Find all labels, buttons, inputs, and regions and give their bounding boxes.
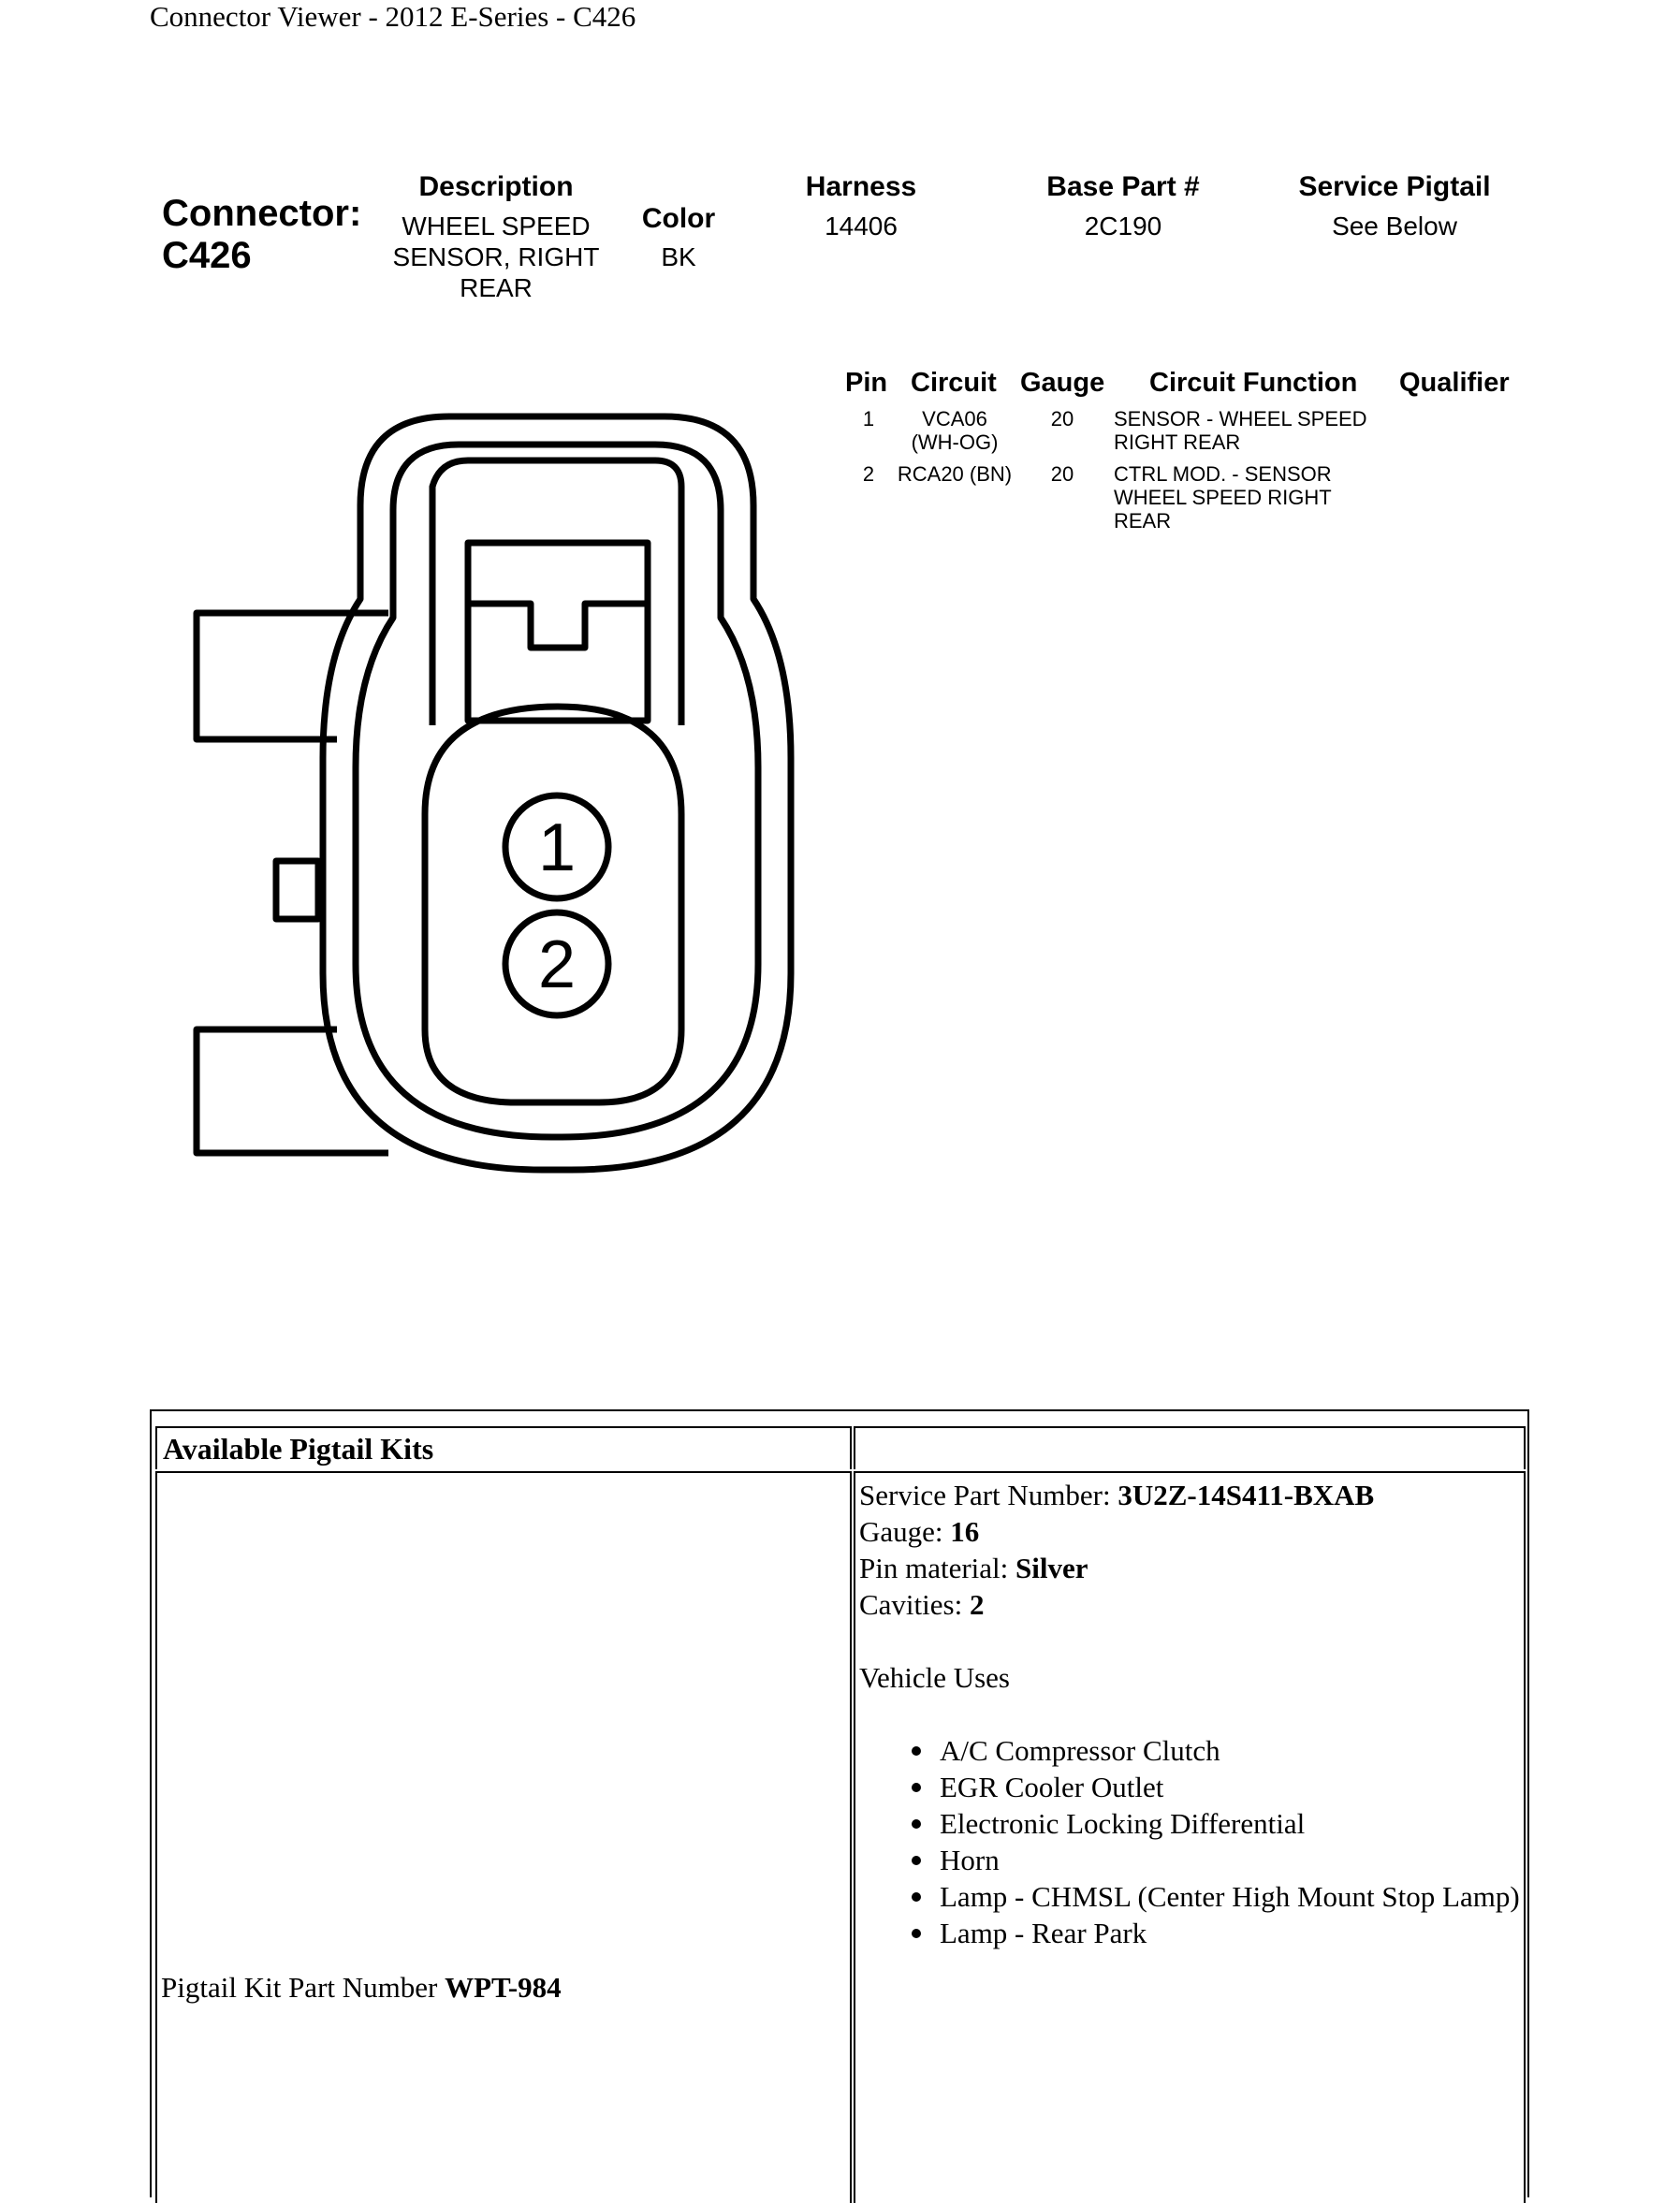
pin-2-gauge: 20 [1050, 462, 1074, 486]
pin-header: Pin [845, 368, 888, 398]
connector-latch-notch [468, 604, 648, 648]
pigtail-heading: Available Pigtail Kits [163, 1432, 434, 1466]
connector-pin-cavity [425, 707, 681, 1102]
list-item: Electronic Locking Differential [855, 1805, 1524, 1842]
pin-material: Pin material: Silver [859, 1552, 1088, 1584]
connector-lower-tab [197, 1029, 388, 1153]
pigtail-header-empty-cell [854, 1426, 1526, 1469]
pigtail-gauge: Gauge: 16 [859, 1515, 980, 1548]
service-part-number: Service Part Number: 3U2Z-14S411-BXAB [859, 1479, 1375, 1511]
list-item: Lamp - CHMSL (Center High Mount Stop Lamp) [855, 1878, 1524, 1915]
pin-1-label: 1 [537, 810, 577, 885]
connector-label-line1: Connector: [162, 193, 362, 234]
description-value: WHEEL SPEED SENSOR, RIGHT REAR [392, 212, 600, 302]
list-item: Lamp - Rear Park [855, 1915, 1524, 1951]
vehicle-uses-label: Vehicle Uses [859, 1661, 1010, 1694]
harness-value: 14406 [825, 212, 898, 241]
service-pigtail-value: See Below [1332, 212, 1457, 241]
list-item: EGR Cooler Outlet [855, 1769, 1524, 1805]
pin-1-circuit: VCA06 (WH-OG) [911, 407, 999, 454]
pin-1-gauge: 20 [1050, 407, 1074, 430]
gauge-header: Gauge [1020, 368, 1105, 398]
list-item: A/C Compressor Clutch [855, 1732, 1524, 1769]
page-title: Connector Viewer - 2012 E-Series - C426 [150, 0, 636, 33]
pin-2-function: CTRL MOD. - SENSOR WHEEL SPEED RIGHT REAR [1114, 462, 1332, 533]
bullet-icon [912, 1819, 921, 1829]
base-part-value: 2C190 [1084, 212, 1162, 241]
connector-inner-body [356, 445, 758, 1137]
vehicle-uses-list [855, 1732, 1524, 1951]
pigtail-heading-cell [155, 1426, 852, 1469]
pin-1-number: 1 [862, 407, 875, 430]
color-header: Color [641, 203, 716, 234]
pin-1-function: SENSOR - WHEEL SPEED RIGHT REAR [1114, 407, 1367, 454]
pigtail-details-cell [854, 1471, 1526, 2203]
pigtail-kit-part-number: Pigtail Kit Part Number WPT-984 [161, 1971, 562, 2004]
connector-side-key [276, 861, 318, 919]
bullet-icon [912, 1856, 921, 1865]
bullet-icon [912, 1746, 921, 1756]
color-value: BK [661, 242, 696, 271]
connector-latch-window [468, 543, 648, 721]
service-pigtail-header: Service Pigtail [1298, 171, 1491, 202]
pin-2-circuit: RCA20 (BN) [897, 462, 1013, 486]
circuit-header: Circuit [911, 368, 997, 398]
connector-id: C426 [162, 235, 252, 276]
pin-2-label: 2 [537, 927, 577, 1002]
bullet-icon [912, 1783, 921, 1792]
base-part-header: Base Part # [1046, 171, 1200, 202]
bullet-icon [912, 1892, 921, 1902]
pin-2-number: 2 [862, 462, 875, 486]
qualifier-header: Qualifier [1399, 368, 1510, 398]
list-item: Horn [855, 1842, 1524, 1878]
pigtail-kit-cell [155, 1471, 852, 2203]
cavities: Cavities: 2 [859, 1588, 985, 1621]
harness-header: Harness [805, 171, 917, 202]
bullet-icon [912, 1929, 921, 1938]
description-header: Description [418, 171, 574, 202]
function-header: Circuit Function [1149, 368, 1358, 398]
